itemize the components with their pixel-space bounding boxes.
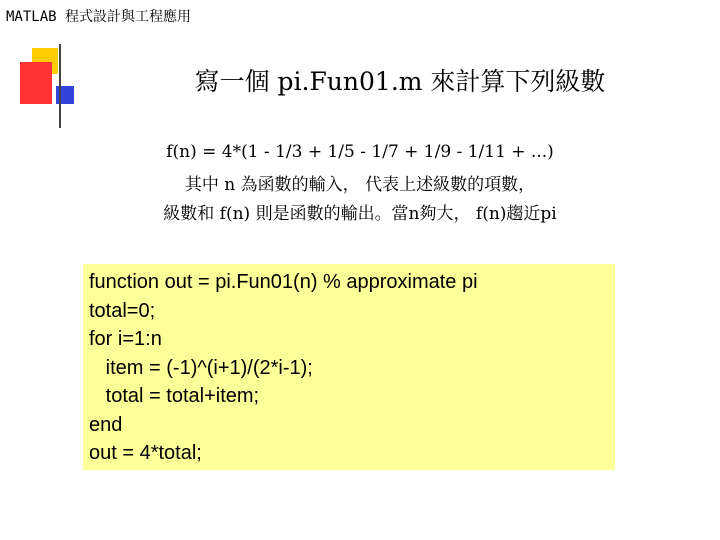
course-header-label: MATLAB 程式設計與工程應用	[6, 9, 192, 25]
slide-title: 寫一個 pi.Fun01.m 來計算下列級數	[194, 67, 606, 96]
code-line: item = (-1)^(i+1)/(2*i-1);	[89, 356, 313, 379]
code-line: total = total+item;	[89, 385, 260, 407]
code-line: for i=1:n	[89, 328, 162, 350]
code-line: function out = pi.Fun01(n) % approximate pi	[89, 271, 478, 293]
code-line: out = 4*total;	[89, 442, 202, 464]
code-line: end	[89, 413, 123, 436]
code-block	[83, 264, 615, 470]
code-line: total=0;	[89, 299, 156, 322]
description-line-input: 其中 n 為函數的輸入， 代表上述級數的項數，	[184, 175, 536, 195]
series-formula: f(n) = 4*(1 - 1/3 + 1/5 - 1/7 + 1/9 - 1/11 + ...)	[166, 142, 554, 162]
description-line-output: 級數和 f(n) 則是函數的輸出。當n夠大， f(n)趨近pi	[163, 204, 557, 224]
